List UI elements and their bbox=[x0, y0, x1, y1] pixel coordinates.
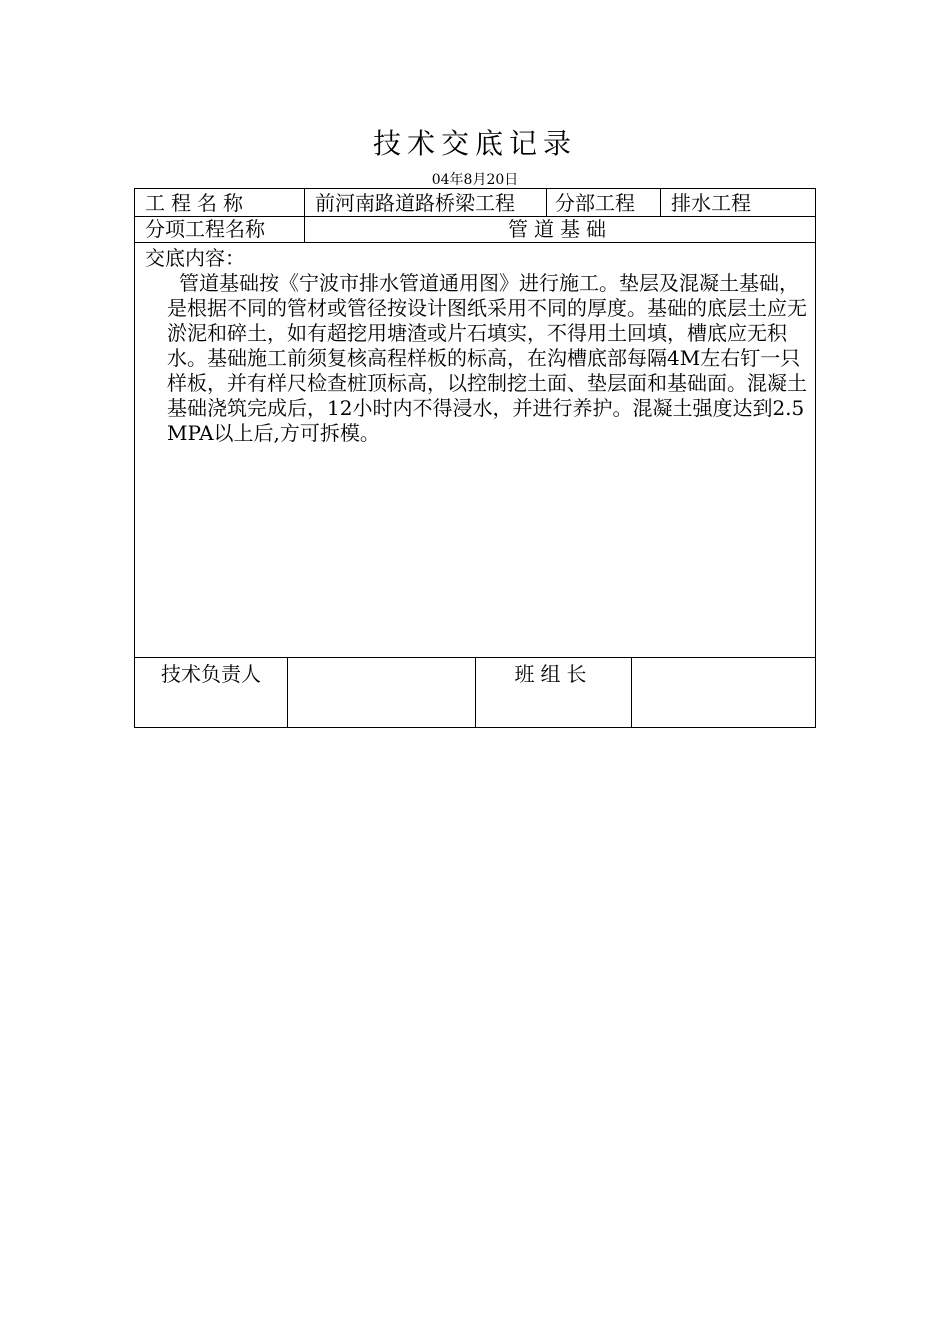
row-divider-2 bbox=[135, 242, 815, 243]
content-label: 交底内容： bbox=[145, 246, 245, 270]
document-title: 技术交底记录 bbox=[372, 127, 577, 160]
subitem-value: 管道基础 bbox=[508, 217, 612, 241]
team-leader-label: 班组长 bbox=[514, 662, 593, 686]
project-name-value: 前河南路道路桥梁工程 bbox=[315, 191, 515, 215]
tech-lead-label: 技术负责人 bbox=[161, 662, 261, 686]
division-value: 排水工程 bbox=[671, 191, 751, 215]
document-date: 04年8月20日 bbox=[431, 172, 519, 188]
project-name-label: 工程名称 bbox=[145, 191, 249, 215]
content-text: 管道基础按《宁波市排水管道通用图》进行施工。垫层及混凝土基础，是根据不同的管材或管径按设计图纸采用不同的厚度。基础的底层土应无淤泥和碎土，如有超挖用塘渣或片石填实，不得用土回填，槽底应无积水。基础施工前须复核高程样板的标高，在沟槽底部每隔4M左右钉一只样板，并有样尺检查桩顶标高，以控制挖土面、垫层面和基础面。混凝土基础浇筑完成后，12小时内不得浸水，并进行养护。混凝土强度达到2.5MPA以上后,方可拆模。 bbox=[167, 271, 807, 445]
subitem-label: 分项工程名称 bbox=[145, 217, 265, 241]
col-divider-sign-3 bbox=[631, 657, 632, 727]
col-divider-b bbox=[546, 189, 547, 216]
disclosure-table bbox=[134, 188, 816, 728]
division-label: 分部工程 bbox=[555, 191, 635, 215]
col-divider-c bbox=[660, 189, 661, 216]
col-divider-sign-1 bbox=[287, 657, 288, 727]
